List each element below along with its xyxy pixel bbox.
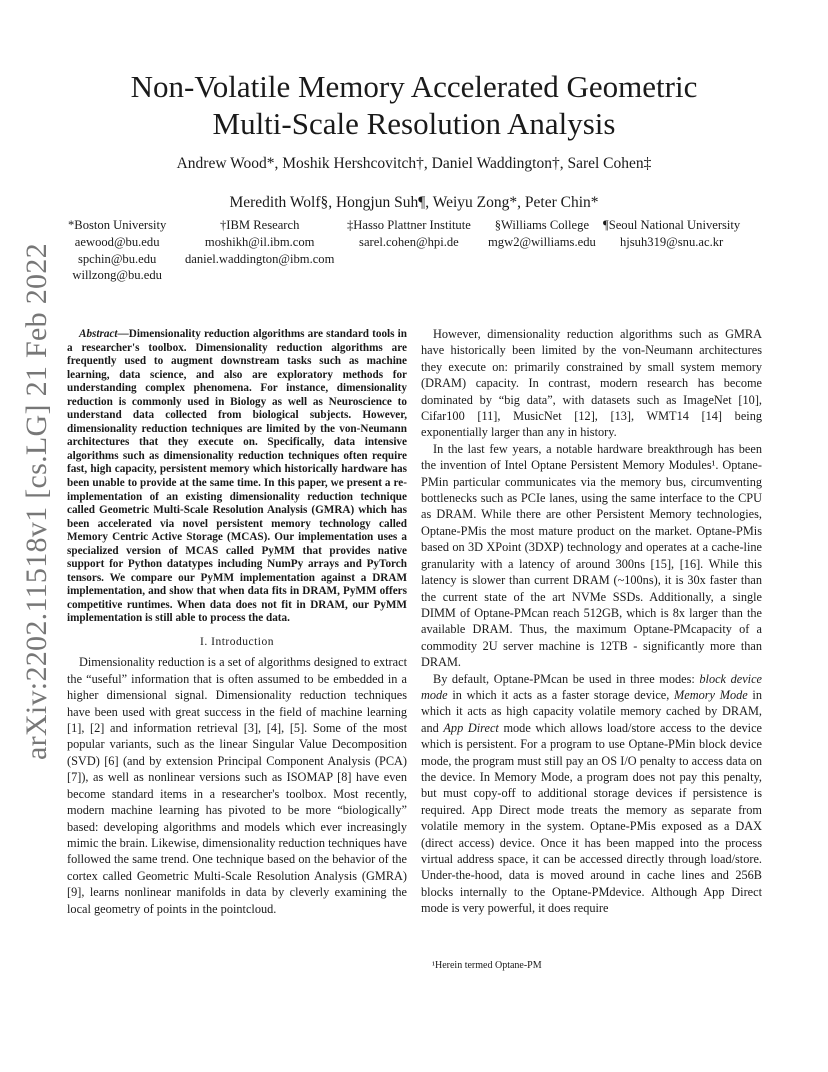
right-column [421,326,762,917]
term-block-device-mode: block device mode [421,671,762,702]
affiliation-email: sarel.cohen@hpi.de [359,234,459,249]
affiliation-hpi [347,217,471,251]
title-line-2: Multi-Scale Resolution Analysis [212,106,616,141]
abstract [67,328,407,626]
authors-line-2: Meredith Wolf§, Hongjun Suh¶, Weiyu Zong*, Peter Chin* [229,194,599,211]
term-app-direct: App Direct [443,720,499,735]
text-span: in which it acts as a faster storage device, [447,687,675,702]
affiliation-boston [68,217,166,284]
body-paragraph-modes [421,671,762,917]
affiliation-name: †IBM Research [220,218,300,232]
section-heading-introduction: I. Introduction [200,636,274,649]
body-paragraph: In the last few years, a notable hardware breakthrough has been the invention of Intel Optane Persistent Memory Modules¹. Optane-PMin particular communicates via the memory bus, circumventing bottlenecks such as PCIe lanes, using the same interface to the CPU as DRAM. While there are other Persistent Memory technologies, Optane-PMis the most mature product on the market. Optane-PMis based on 3D XPoint (3DXP) technology and operates at a cache-line granularity with a latency of around 300ns [15], [16]. While this latency is slower than current DRAM (~100ns), it is 30x faster than the current state of the art NVMe SSDs. Additionally, a single DIMM of Optane-PMcan reach 512GB, which is 8x larger than the available DRAM. Thus, the maximum Optane-PMcapacity of a commodity 2U server machine is 12TB - significantly more than DRAM. [421,441,762,670]
affiliation-williams [488,217,596,251]
left-column [67,328,407,917]
affiliation-ibm [185,217,334,267]
text-span: in which it acts as high capacity volatile memory cached by DRAM, and [421,687,762,735]
affiliation-email: daniel.waddington@ibm.com [185,251,335,266]
arxiv-stamp: arXiv:2202.11518v1 [cs.LG] 21 Feb 2022 [20,243,53,760]
affiliation-email: spchin@bu.edu [77,251,157,266]
affiliation-name: ¶Seoul National University [603,218,741,232]
body-paragraph: However, dimensionality reduction algorithms such as GMRA have historically been limited by the von-Neumann architectures they execute on: primarily constrained by small system memory (DRAM) capacity. In contrast, modern research has become dominated by “big data”, with datasets such as ImageNet [10], Cifar100 [11], MusicNet [12], [13], WMT14 [14] being exponentially larger than any in history. [421,327,762,440]
affiliation-email: aewood@bu.edu [74,234,160,249]
footnote: ¹Herein termed Optane-PM [432,960,542,971]
text-span: By default, Optane-PMcan be used in three modes: [433,671,700,686]
affiliation-email: moshikh@il.ibm.com [204,234,315,249]
affiliation-email: mgw2@williams.edu [488,234,596,249]
affiliation-name: ‡Hasso Plattner Institute [347,218,471,232]
text-span: mode which allows load/store access to the device which is persistent. For a program to use Optane-PMin block device mode, the program must still pay an OS I/O penalty to access data on the device. In Memory Mode, a program does not pay this penalty, but must copy-off to additional storage devices if persistence is required. App Direct mode treats the memory as separate from volatile memory in the system. Optane-PMis exposed as a DAX (direct access) device. Once it has been mapped into the process virtual address space, it can be accessed directly through load/store. Under-the-hood, data is moved around in cache lines and 256B blocks internally to the Optane-PMdevice. Although App Direct mode is very powerful, it does require [421,720,763,916]
affiliation-name: §Williams College [494,218,590,232]
intro-paragraph: Dimensionality reduction is a set of algorithms designed to extract the “useful” information that is often assumed to be embedded in a higher dimensional signal. Dimensionality reduction techniques have been used with great success in the field of machine learning [1], [2] and information retrieval [3], [4], [5]. Some of the most popular variants, such as the linear Singular Value Decomposition (SVD) [6] (and by extension Principal Component Analysis (PCA) [7]), as well as nonlinear versions such as ISOMAP [8] have even become standard items in a researcher's toolbox. Most recently, modern machine learning has pivoted to be more “biologically” based: developing algorithms and models which ever increasingly mimic the brain. Likewise, dimensionality reduction techniques have followed the same trend. One technique based on the behavior of the cortex called Geometric Multi-Scale Resolution Analysis (GMRA) [9], learns nonlinear manifolds in data by cleverly examining the local geometry of points in the pointcloud. [67,655,407,916]
abstract-text: —Dimensionality reduction algorithms are standard tools in a researcher's toolbox. Dimensionality reduction algorithms are frequently used to augment downstream tasks such as machine learning, data science, and also are exploratory methods for understanding complex phenomena. For instance, dimensionality reduction is commonly used in Biology as well as Neuroscience to understand data collected from biological subjects. However, dimensionality reduction techniques are limited by the von-Neumann architectures that they execute on. Specifically, data intensive algorithms such as dimensionality reduction techniques often require fast, high capacity, persistent memory which historically hardware has been unable to provide at the same time. In this paper, we present a re-implementation of an existing dimensionality reduction technique called Geometric Multi-Scale Resolution Analysis (GMRA) which has been accelerated via novel persistent memory technology called Memory Centric Active Storage (MCAS). Our implementation uses a specialized version of MCAS called PyMM that provides native support for Python datatypes including NumPy arrays and PyTorch tensors. We compare our PyMM implementation against a DRAM implementation, and show that when data fits in DRAM, PyMM offers competitive runtimes. When data does not fit in DRAM, our PyMM implementation is still able to process the data. [67,328,407,625]
term-memory-mode: Memory Mode [674,687,748,702]
paper-title [0,68,828,142]
affiliation-name: *Boston University [68,218,167,232]
affiliation-snu [603,217,740,251]
affiliation-email: willzong@bu.edu [72,268,162,283]
title-line-1: Non-Volatile Memory Accelerated Geometric [130,69,698,104]
affiliation-email: hjsuh319@snu.ac.kr [619,234,724,249]
abstract-label: Abstract [79,328,118,340]
authors-line-1: Andrew Wood*, Moshik Hershcovitch†, Daniel Waddington†, Sarel Cohen‡ [176,155,652,172]
